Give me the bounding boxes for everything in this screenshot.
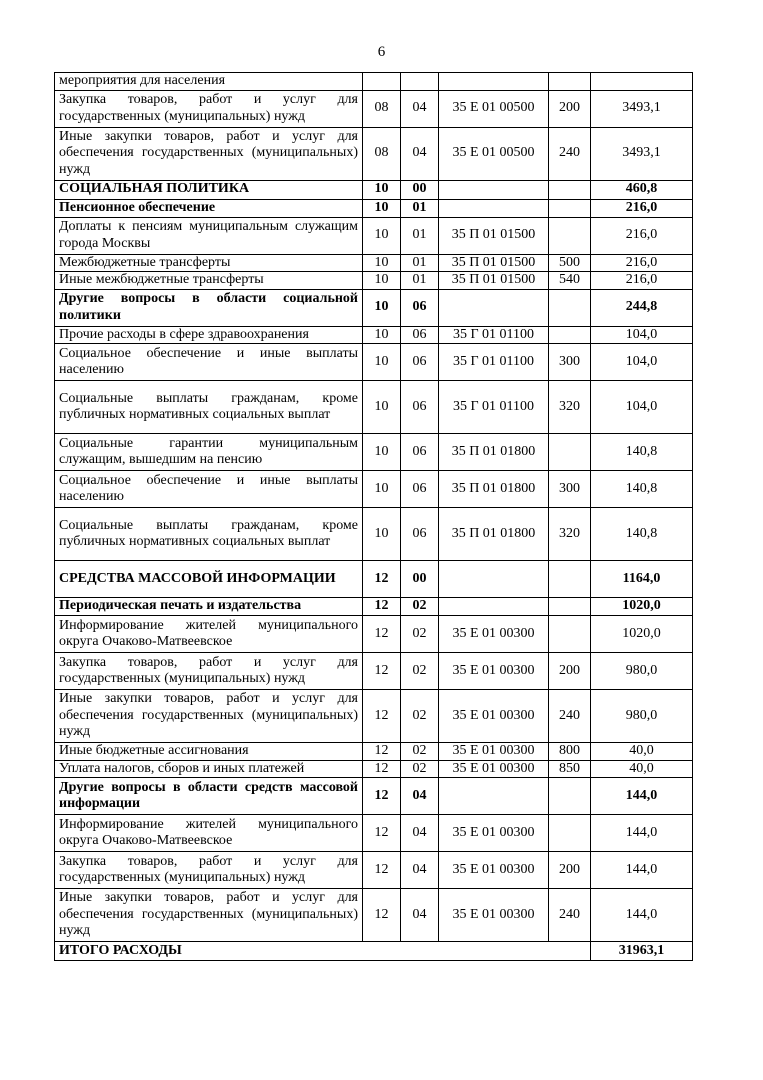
row-amount-cell: 140,8 <box>591 471 693 508</box>
row-expense-type-cell: 800 <box>549 743 591 761</box>
row-section-cell: 12 <box>363 743 401 761</box>
expenditure-table <box>54 72 693 961</box>
row-amount-cell: 140,8 <box>591 434 693 471</box>
row-target-article-cell: 35 Е 01 00300 <box>439 690 549 743</box>
row-name-cell: Иные закупки товаров, работ и услуг для обеспечения государственных (муниципальных) нужд <box>55 127 363 180</box>
table-row <box>55 272 693 290</box>
row-amount-cell: 104,0 <box>591 344 693 381</box>
row-target-article-cell: 35 Е 01 00300 <box>439 653 549 690</box>
row-section-cell: 12 <box>363 889 401 942</box>
row-section-cell: 12 <box>363 690 401 743</box>
row-name-cell: Социальное обеспечение и иные выплаты населению <box>55 471 363 508</box>
row-section-cell: 10 <box>363 326 401 344</box>
table-row <box>55 743 693 761</box>
row-target-article-cell: 35 Е 01 00500 <box>439 127 549 180</box>
row-target-article-cell <box>439 199 549 217</box>
table-row <box>55 381 693 434</box>
row-subsection-cell: 06 <box>401 471 439 508</box>
row-target-article-cell <box>439 289 549 326</box>
row-target-article-cell: 35 Г 01 01100 <box>439 381 549 434</box>
row-subsection-cell: 02 <box>401 760 439 778</box>
row-target-article-cell: 35 Г 01 01100 <box>439 344 549 381</box>
table-row <box>55 434 693 471</box>
row-target-article-cell: 35 Е 01 00300 <box>439 760 549 778</box>
row-subsection-cell: 06 <box>401 344 439 381</box>
row-name-cell: Иные межбюджетные трансферты <box>55 272 363 290</box>
row-amount-cell: 216,0 <box>591 272 693 290</box>
row-expense-type-cell <box>549 815 591 852</box>
table-row <box>55 616 693 653</box>
row-amount-cell: 3493,1 <box>591 90 693 127</box>
row-name-cell: Периодическая печать и издательства <box>55 598 363 616</box>
row-expense-type-cell <box>549 289 591 326</box>
row-expense-type-cell: 300 <box>549 344 591 381</box>
table-row <box>55 199 693 217</box>
row-expense-type-cell: 240 <box>549 127 591 180</box>
total-row <box>55 942 693 961</box>
row-amount-cell: 980,0 <box>591 653 693 690</box>
row-name-cell: Закупка товаров, работ и услуг для государственных (муниципальных) нужд <box>55 90 363 127</box>
row-subsection-cell: 04 <box>401 778 439 815</box>
row-name-cell: Социальное обеспечение и иные выплаты населению <box>55 344 363 381</box>
table-row <box>55 760 693 778</box>
row-name-cell: СРЕДСТВА МАССОВОЙ ИНФОРМАЦИИ <box>55 561 363 598</box>
table-row <box>55 127 693 180</box>
row-name-cell: Иные закупки товаров, работ и услуг для обеспечения государственных (муниципальных) нужд <box>55 889 363 942</box>
row-amount-cell: 144,0 <box>591 852 693 889</box>
table-row <box>55 326 693 344</box>
table-row <box>55 598 693 616</box>
row-section-cell: 12 <box>363 598 401 616</box>
row-expense-type-cell: 240 <box>549 690 591 743</box>
row-subsection-cell: 02 <box>401 690 439 743</box>
row-expense-type-cell: 240 <box>549 889 591 942</box>
row-section-cell: 12 <box>363 778 401 815</box>
row-amount-cell <box>591 73 693 91</box>
row-expense-type-cell: 540 <box>549 272 591 290</box>
row-section-cell: 08 <box>363 127 401 180</box>
row-amount-cell: 216,0 <box>591 254 693 272</box>
row-target-article-cell: 35 Е 01 00500 <box>439 90 549 127</box>
row-section-cell: 10 <box>363 381 401 434</box>
row-section-cell: 10 <box>363 471 401 508</box>
row-section-cell: 12 <box>363 760 401 778</box>
row-expense-type-cell <box>549 180 591 199</box>
row-expense-type-cell <box>549 326 591 344</box>
row-section-cell: 10 <box>363 254 401 272</box>
row-name-cell: Пенсионное обеспечение <box>55 199 363 217</box>
row-subsection-cell <box>401 73 439 91</box>
row-name-cell: Закупка товаров, работ и услуг для государственных (муниципальных) нужд <box>55 653 363 690</box>
row-subsection-cell: 02 <box>401 653 439 690</box>
row-target-article-cell: 35 П 01 01800 <box>439 508 549 561</box>
row-name-cell: Информирование жителей муниципального округа Очаково-Матвеевское <box>55 616 363 653</box>
row-section-cell: 10 <box>363 434 401 471</box>
row-subsection-cell: 04 <box>401 127 439 180</box>
row-section-cell: 10 <box>363 272 401 290</box>
row-section-cell: 12 <box>363 653 401 690</box>
row-target-article-cell: 35 П 01 01800 <box>439 471 549 508</box>
row-subsection-cell: 06 <box>401 434 439 471</box>
table-row <box>55 289 693 326</box>
row-subsection-cell: 04 <box>401 852 439 889</box>
row-name-cell: Социальные выплаты гражданам, кроме публичных нормативных социальных выплат <box>55 381 363 434</box>
row-expense-type-cell <box>549 598 591 616</box>
row-target-article-cell: 35 Е 01 00300 <box>439 815 549 852</box>
row-amount-cell: 144,0 <box>591 889 693 942</box>
row-subsection-cell: 01 <box>401 272 439 290</box>
row-subsection-cell: 01 <box>401 217 439 254</box>
row-name-cell: Доплаты к пенсиям муниципальным служащим города Москвы <box>55 217 363 254</box>
row-expense-type-cell <box>549 217 591 254</box>
row-section-cell: 08 <box>363 90 401 127</box>
row-expense-type-cell: 200 <box>549 90 591 127</box>
row-amount-cell: 40,0 <box>591 743 693 761</box>
row-subsection-cell: 06 <box>401 508 439 561</box>
row-name-cell: Социальные выплаты гражданам, кроме публичных нормативных социальных выплат <box>55 508 363 561</box>
row-amount-cell: 1020,0 <box>591 598 693 616</box>
table-row <box>55 254 693 272</box>
row-target-article-cell: 35 Г 01 01100 <box>439 326 549 344</box>
row-name-cell: Уплата налогов, сборов и иных платежей <box>55 760 363 778</box>
row-amount-cell: 144,0 <box>591 815 693 852</box>
row-name-cell: Социальные гарантии муниципальным служащим, вышедшим на пенсию <box>55 434 363 471</box>
row-target-article-cell <box>439 73 549 91</box>
row-expense-type-cell: 850 <box>549 760 591 778</box>
row-subsection-cell: 00 <box>401 561 439 598</box>
row-target-article-cell <box>439 598 549 616</box>
row-subsection-cell: 02 <box>401 616 439 653</box>
table-row <box>55 180 693 199</box>
row-subsection-cell: 02 <box>401 743 439 761</box>
row-amount-cell: 1020,0 <box>591 616 693 653</box>
table-row <box>55 889 693 942</box>
row-subsection-cell: 06 <box>401 289 439 326</box>
row-section-cell: 10 <box>363 217 401 254</box>
row-subsection-cell: 00 <box>401 180 439 199</box>
row-amount-cell: 216,0 <box>591 217 693 254</box>
row-section-cell: 10 <box>363 199 401 217</box>
row-amount-cell: 216,0 <box>591 199 693 217</box>
row-subsection-cell: 04 <box>401 889 439 942</box>
row-name-cell: Иные бюджетные ассигнования <box>55 743 363 761</box>
row-expense-type-cell: 320 <box>549 508 591 561</box>
row-expense-type-cell <box>549 434 591 471</box>
table-row <box>55 690 693 743</box>
table-row <box>55 217 693 254</box>
row-section-cell: 10 <box>363 344 401 381</box>
page-number: 6 <box>377 44 386 60</box>
row-subsection-cell: 06 <box>401 326 439 344</box>
row-amount-cell: 140,8 <box>591 508 693 561</box>
row-subsection-cell: 01 <box>401 254 439 272</box>
row-subsection-cell: 04 <box>401 815 439 852</box>
table-row <box>55 778 693 815</box>
row-section-cell: 12 <box>363 852 401 889</box>
row-name-cell: Информирование жителей муниципального округа Очаково-Матвеевское <box>55 815 363 852</box>
table-row <box>55 90 693 127</box>
row-expense-type-cell <box>549 561 591 598</box>
row-target-article-cell: 35 П 01 01500 <box>439 217 549 254</box>
row-subsection-cell: 01 <box>401 199 439 217</box>
row-section-cell: 12 <box>363 561 401 598</box>
row-expense-type-cell <box>549 616 591 653</box>
row-target-article-cell <box>439 561 549 598</box>
table-row <box>55 471 693 508</box>
row-target-article-cell: 35 П 01 01500 <box>439 272 549 290</box>
table-row <box>55 344 693 381</box>
row-name-cell: Прочие расходы в сфере здравоохранения <box>55 326 363 344</box>
row-subsection-cell: 06 <box>401 381 439 434</box>
row-subsection-cell: 04 <box>401 90 439 127</box>
table-row <box>55 653 693 690</box>
row-target-article-cell: 35 П 01 01500 <box>439 254 549 272</box>
row-section-cell <box>363 73 401 91</box>
row-section-cell: 10 <box>363 289 401 326</box>
row-amount-cell: 1164,0 <box>591 561 693 598</box>
row-expense-type-cell: 200 <box>549 852 591 889</box>
table-body <box>55 73 693 961</box>
row-name-cell: Другие вопросы в области социальной политики <box>55 289 363 326</box>
table-row <box>55 852 693 889</box>
row-section-cell: 10 <box>363 508 401 561</box>
row-expense-type-cell: 300 <box>549 471 591 508</box>
row-section-cell: 12 <box>363 815 401 852</box>
total-label: ИТОГО РАСХОДЫ <box>55 942 591 961</box>
row-amount-cell: 244,8 <box>591 289 693 326</box>
table-row <box>55 508 693 561</box>
row-target-article-cell: 35 П 01 01800 <box>439 434 549 471</box>
row-expense-type-cell: 500 <box>549 254 591 272</box>
row-amount-cell: 3493,1 <box>591 127 693 180</box>
row-expense-type-cell <box>549 199 591 217</box>
row-name-cell: мероприятия для населения <box>55 73 363 91</box>
row-name-cell: Иные закупки товаров, работ и услуг для обеспечения государственных (муниципальных) нужд <box>55 690 363 743</box>
row-expense-type-cell: 200 <box>549 653 591 690</box>
row-name-cell: СОЦИАЛЬНАЯ ПОЛИТИКА <box>55 180 363 199</box>
table-row <box>55 815 693 852</box>
row-name-cell: Другие вопросы в области средств массовой информации <box>55 778 363 815</box>
row-section-cell: 12 <box>363 616 401 653</box>
row-target-article-cell: 35 Е 01 00300 <box>439 889 549 942</box>
row-subsection-cell: 02 <box>401 598 439 616</box>
row-amount-cell: 40,0 <box>591 760 693 778</box>
row-expense-type-cell: 320 <box>549 381 591 434</box>
row-amount-cell: 104,0 <box>591 326 693 344</box>
row-name-cell: Межбюджетные трансферты <box>55 254 363 272</box>
row-amount-cell: 980,0 <box>591 690 693 743</box>
table-row <box>55 561 693 598</box>
row-target-article-cell: 35 Е 01 00300 <box>439 743 549 761</box>
row-expense-type-cell <box>549 73 591 91</box>
row-target-article-cell: 35 Е 01 00300 <box>439 852 549 889</box>
table-row <box>55 73 693 91</box>
total-amount: 31963,1 <box>591 942 693 961</box>
row-amount-cell: 104,0 <box>591 381 693 434</box>
row-target-article-cell <box>439 180 549 199</box>
row-expense-type-cell <box>549 778 591 815</box>
row-target-article-cell: 35 Е 01 00300 <box>439 616 549 653</box>
row-name-cell: Закупка товаров, работ и услуг для государственных (муниципальных) нужд <box>55 852 363 889</box>
row-target-article-cell <box>439 778 549 815</box>
row-amount-cell: 144,0 <box>591 778 693 815</box>
row-section-cell: 10 <box>363 180 401 199</box>
row-amount-cell: 460,8 <box>591 180 693 199</box>
